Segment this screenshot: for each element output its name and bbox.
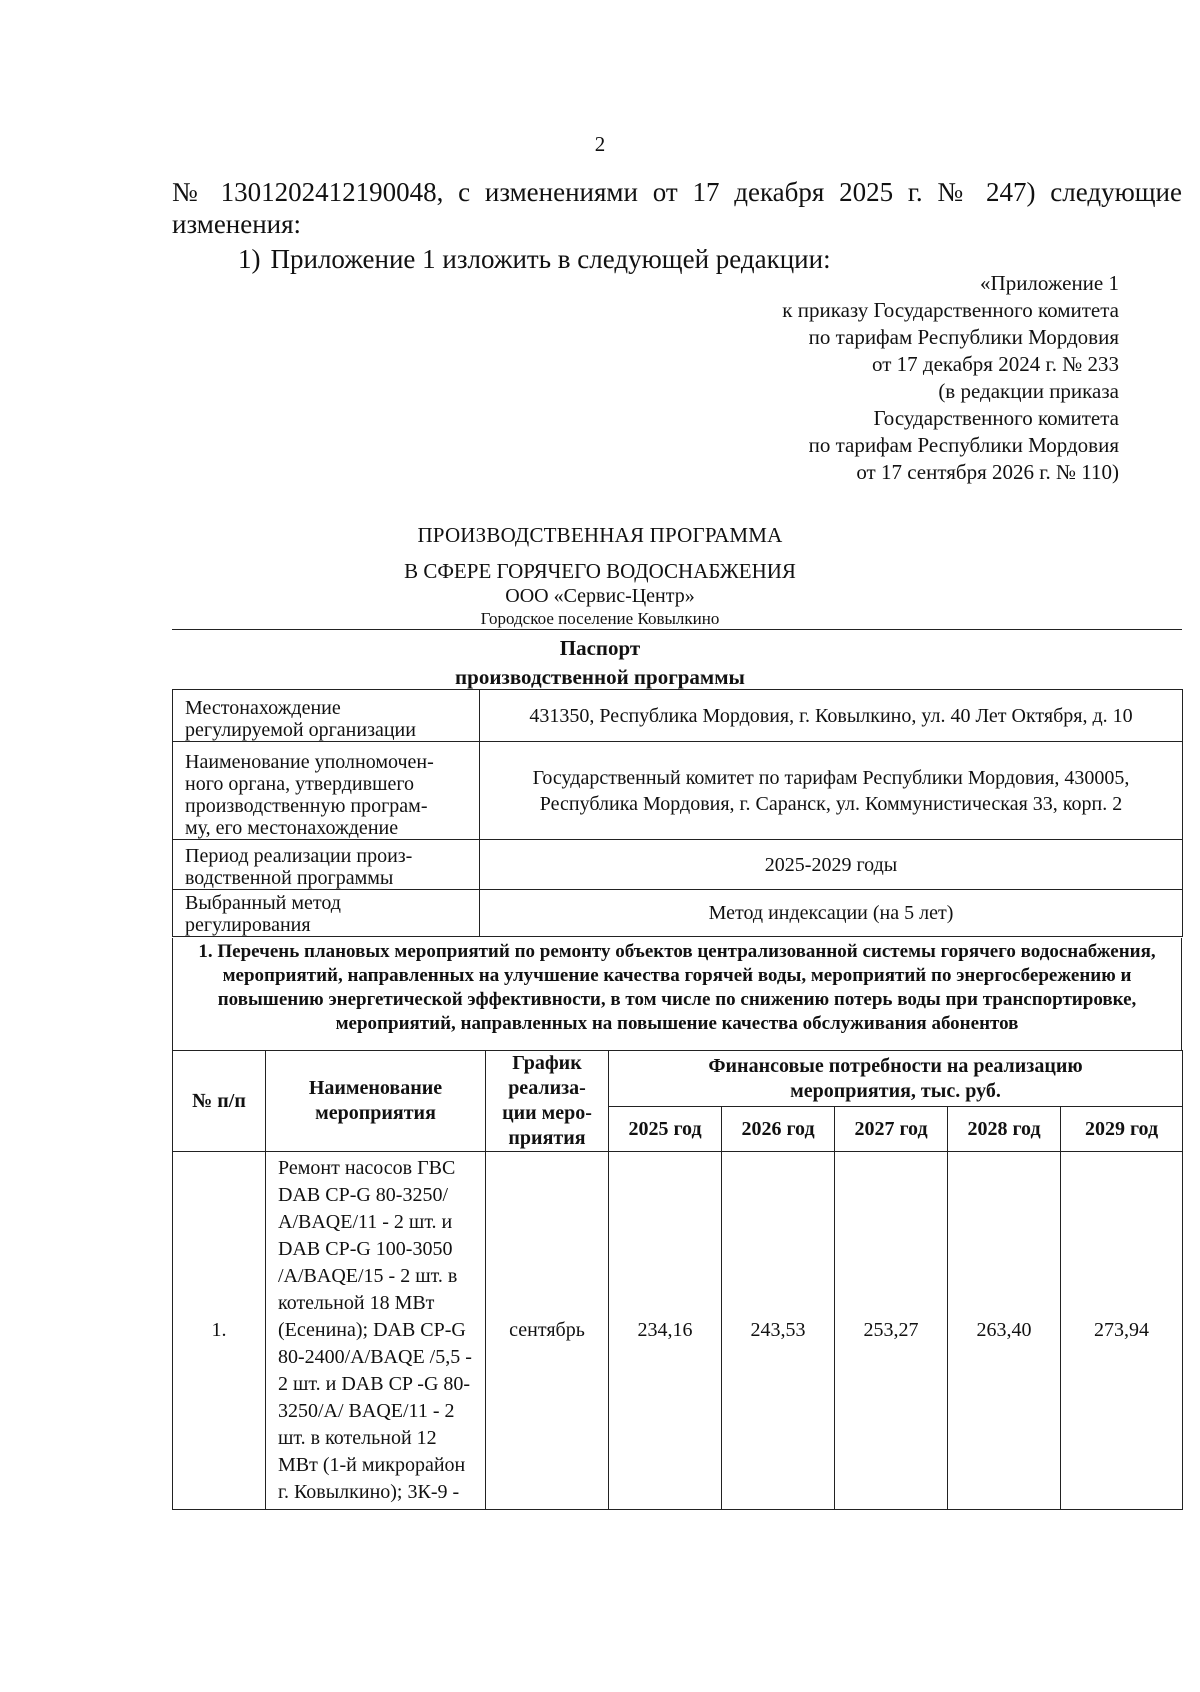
col-header-year: 2029 год (1061, 1107, 1183, 1152)
row-value-2027: 253,27 (835, 1152, 948, 1510)
row-measure-name: Ремонт насосов ГВС DAB CP-G 80-3250/ A/BAQE/11 - 2 шт. и DAB CP-G 100-3050 /A/BAQE/15 - 2 шт. в котельной 18 МВт (Есенина); DAB CP-G 80-2400/A/BAQE /5,5 - 2 шт. и DAB CP -G 80-3250/A/ BAQE/11 - 2 шт. в котельной 12 МВт (1-й микрорайон г. Ковылкино); 3К-9 - (266, 1152, 486, 1510)
passport-row (173, 690, 1183, 742)
divider-line (172, 629, 1182, 630)
appendix-line: (в редакции приказа (938, 379, 1119, 403)
passport-subtitle: производственной программы (455, 665, 745, 689)
col-header-finance: Финансовые потребности на реализацию мероприятия, тыс. руб. (609, 1051, 1183, 1107)
passport-label: Выбранный метод регулирования (173, 890, 480, 937)
passport-label: Период реализации произ- водственной программы (173, 840, 480, 890)
col-header-year: 2027 год (835, 1107, 948, 1152)
intro-line-2: изменения: (172, 209, 302, 239)
passport-title: Паспорт (559, 636, 641, 660)
program-organization: ООО «Сервис-Центр» (505, 585, 695, 607)
page-number: 2 (594, 132, 606, 156)
passport-table (172, 689, 1183, 937)
passport-row (173, 890, 1183, 937)
appendix-line: от 17 декабря 2024 г. № 233 (872, 352, 1119, 376)
appendix-line: от 17 сентября 2026 г. № 110) (856, 460, 1119, 484)
table-row (173, 1152, 1183, 1510)
passport-label: Местонахождение регулируемой организации (173, 690, 480, 742)
passport-label: Наименование уполномочен- ного органа, утвердившего производственную програм- му, его местонахождение (173, 742, 480, 840)
appendix-line: по тарифам Республики Мордовия (808, 325, 1119, 349)
appendix-note (599, 270, 1119, 486)
col-header-name: Наименование мероприятия (266, 1051, 486, 1152)
program-territory: Городское поселение Ковылкино (480, 609, 720, 628)
passport-row (173, 840, 1183, 890)
header-row (173, 1051, 1183, 1107)
appendix-line: к приказу Государственного комитета (782, 298, 1119, 322)
section-1-title: 1. Перечень плановых мероприятий по ремонту объектов централизованной системы горячего водоснабжения, мероприятий, направленных на улучшение качества горячей воды, мероприятий по энергосбережению и повышению энергетической эффективности, в том числе по снижению потерь воды при транспортировке, мероприятий, направленных на повышение качества обслуживания абонентов (172, 938, 1182, 1050)
col-header-num: № п/п (173, 1051, 266, 1152)
row-value-2025: 234,16 (609, 1152, 722, 1510)
appendix-line: «Приложение 1 (980, 271, 1119, 295)
col-header-year: 2025 год (609, 1107, 722, 1152)
row-value-2029: 273,94 (1061, 1152, 1183, 1510)
appendix-line: по тарифам Республики Мордовия (808, 433, 1119, 457)
passport-value: Государственный комитет по тарифам Республики Мордовия, 430005, Республика Мордовия, г. Саранск, ул. Коммунистическая 33, корп. 2 (480, 742, 1183, 840)
program-sphere: В СФЕРЕ ГОРЯЧЕГО ВОДОСНАБЖЕНИЯ (404, 559, 796, 583)
col-header-year: 2028 год (948, 1107, 1061, 1152)
intro-line-1: № 1301202412190048, с изменениями от 17 декабря 2025 г. № 247) следующие (172, 177, 1182, 207)
row-value-2026: 243,53 (722, 1152, 835, 1510)
row-number: 1. (173, 1152, 266, 1510)
measures-table (172, 1050, 1183, 1510)
passport-value: 431350, Республика Мордовия, г. Ковылкино, ул. 40 Лет Октября, д. 10 (480, 690, 1183, 742)
col-header-year: 2026 год (722, 1107, 835, 1152)
amendment-item-text: Приложение 1 изложить в следующей редакции: (270, 244, 831, 274)
col-header-schedule: График реализа- ции меро- приятия (486, 1051, 609, 1152)
passport-value: Метод индексации (на 5 лет) (480, 890, 1183, 937)
passport-row (173, 742, 1183, 840)
row-value-2028: 263,40 (948, 1152, 1061, 1510)
amendment-item-number: 1) (238, 244, 261, 274)
program-title: ПРОИЗВОДСТВЕННАЯ ПРОГРАММА (417, 523, 783, 547)
passport-value: 2025-2029 годы (480, 840, 1183, 890)
appendix-line: Государственного комитета (873, 406, 1119, 430)
row-schedule: сентябрь (486, 1152, 609, 1510)
